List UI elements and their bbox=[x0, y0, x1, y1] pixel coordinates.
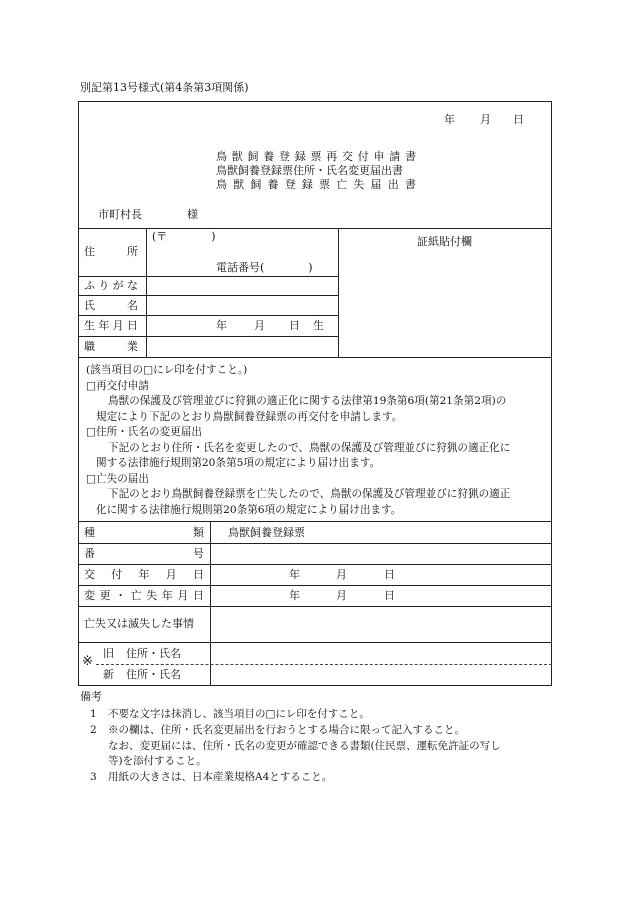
divider bbox=[78, 357, 552, 358]
number-label bbox=[84, 547, 204, 561]
divider bbox=[78, 228, 552, 229]
occupation-label bbox=[84, 340, 138, 354]
furigana-label-text: り bbox=[98, 279, 110, 292]
old-address-name-field[interactable] bbox=[211, 643, 551, 663]
address-label bbox=[84, 245, 138, 259]
type-label bbox=[84, 526, 204, 540]
date-year: 年 bbox=[444, 113, 455, 126]
title-reissue-text: 登 bbox=[279, 150, 290, 163]
reissue-text: 鳥獣の保護及び管理並びに狩猟の適正化に関する法律第19条第6項(第21条第2項)の bbox=[108, 395, 507, 407]
loss-circumstance-field[interactable] bbox=[211, 607, 551, 641]
title-loss-text: 養 bbox=[267, 178, 279, 191]
number-label-text: 号 bbox=[193, 547, 204, 560]
title-reissue-text: 付 bbox=[357, 150, 369, 163]
address-label-text: 所 bbox=[127, 245, 138, 258]
remark-text: 等)を添付すること。 bbox=[108, 755, 207, 767]
remark-num: 3 bbox=[90, 771, 97, 783]
new-label: 新 bbox=[103, 668, 114, 681]
issue-date-label bbox=[84, 568, 204, 582]
loss-text: 化に関する法律施行規則第20条第6項の規定により届け出ます。 bbox=[96, 503, 402, 516]
name-label bbox=[84, 299, 138, 313]
postal-code-field[interactable]: (〒 ) bbox=[152, 230, 216, 243]
number-label-text: 番 bbox=[84, 547, 95, 560]
title-loss-text: 届 bbox=[370, 178, 382, 191]
type-label-text: 類 bbox=[193, 526, 204, 539]
change-day: 日 bbox=[384, 589, 395, 602]
instructions bbox=[86, 363, 550, 518]
title-loss-text: 票 bbox=[319, 178, 331, 191]
change-date-label-text: 月 bbox=[177, 589, 189, 602]
title-loss-text: 失 bbox=[353, 178, 365, 191]
reissue-checkbox[interactable]: □再交付申請 bbox=[86, 379, 149, 392]
divider bbox=[78, 585, 552, 586]
title-loss-text: 登 bbox=[284, 178, 296, 191]
old-address-name-label: 住所・氏名 bbox=[126, 647, 181, 660]
title-reissue-text: 再 bbox=[326, 150, 338, 163]
birthdate-label-text: 月 bbox=[112, 319, 124, 332]
reissue-text: 規定により下記のとおり鳥獣飼養登録票の再交付を申請します。 bbox=[96, 410, 403, 423]
change-date-label bbox=[84, 589, 204, 603]
change-date-label-text: 亡 bbox=[130, 589, 142, 602]
issue-date-label-text: 年 bbox=[138, 568, 150, 581]
phone-field[interactable]: 電話番号( ) bbox=[216, 261, 313, 274]
divider bbox=[338, 228, 339, 357]
new-address-name-field[interactable] bbox=[211, 665, 551, 685]
birth-day: 日 bbox=[289, 319, 300, 332]
name-label-text: 氏 bbox=[84, 299, 95, 312]
issue-date-label-text: 日 bbox=[193, 568, 204, 581]
divider bbox=[78, 564, 552, 565]
date-month: 月 bbox=[480, 113, 491, 126]
issue-date-label-text: 月 bbox=[165, 568, 177, 581]
form-header: 別記第13号様式(第4条第3項関係) bbox=[80, 81, 249, 94]
birthdate-label-text: 生 bbox=[84, 319, 95, 332]
title-loss-text: 飼 bbox=[250, 178, 262, 191]
issue-month: 月 bbox=[336, 568, 347, 581]
asterisk-mark: ※ bbox=[82, 654, 93, 669]
addressee-label: 市町村長 bbox=[98, 208, 142, 221]
remarks-title: 備考 bbox=[80, 690, 102, 703]
title-loss-text: 書 bbox=[404, 178, 416, 191]
issue-date-label-text: 交 bbox=[84, 568, 95, 581]
birthdate-label-text: 年 bbox=[98, 319, 110, 332]
title-loss-text: 出 bbox=[387, 178, 399, 191]
change-date-label-text: 年 bbox=[161, 589, 173, 602]
occupation-label-text: 業 bbox=[127, 340, 138, 353]
title-reissue-text: 鳥 bbox=[216, 150, 227, 163]
furigana-label-text: な bbox=[126, 279, 138, 292]
type-label-text: 種 bbox=[84, 526, 95, 539]
title-reissue-text: 飼 bbox=[247, 150, 259, 163]
title-reissue-text: 票 bbox=[310, 150, 322, 163]
remark-text: なお、変更届には、住所・氏名の変更が確認できる書類(住民票、運転免許証の写し bbox=[108, 740, 501, 752]
title-loss-text: 録 bbox=[301, 178, 313, 191]
type-value: 鳥獣飼養登録票 bbox=[228, 526, 305, 539]
addressee-honorific: 様 bbox=[187, 208, 198, 221]
remark-text: 不要な文字は抹消し、該当項目の□にレ印を付すこと。 bbox=[108, 708, 370, 720]
title-reissue-text: 養 bbox=[263, 150, 275, 163]
occupation-label-text: 職 bbox=[84, 340, 95, 353]
divider bbox=[78, 315, 338, 316]
title-loss-text: 獣 bbox=[233, 178, 245, 191]
name-field[interactable] bbox=[147, 296, 337, 314]
issue-year: 年 bbox=[289, 568, 300, 581]
title-reissue-text: 交 bbox=[342, 150, 353, 163]
name-label-text: 名 bbox=[127, 299, 138, 312]
number-field[interactable] bbox=[211, 544, 551, 563]
issue-day: 日 bbox=[384, 568, 395, 581]
address-label-text: 住 bbox=[84, 245, 95, 258]
loss-checkbox[interactable]: □亡失の届出 bbox=[86, 472, 149, 485]
birth-suffix: 生 bbox=[313, 319, 324, 332]
furigana-label bbox=[84, 279, 138, 293]
date-day: 日 bbox=[513, 113, 524, 126]
title-loss-text: 鳥 bbox=[216, 178, 227, 191]
instruction-note: (該当項目の□にレ印を付すこと。) bbox=[86, 364, 248, 376]
remark-text: ※の欄は、住所・氏名変更届出を行おうとする場合に限って記入すること。 bbox=[108, 724, 465, 736]
change-date-label-text: ・ bbox=[115, 589, 127, 602]
furigana-label-text: ふ bbox=[84, 279, 95, 292]
title-reissue-text: 書 bbox=[405, 150, 416, 163]
title-reissue bbox=[216, 150, 416, 164]
title-reissue-text: 請 bbox=[389, 150, 401, 163]
remark-text: 用紙の大きさは、日本産業規格A4とすること。 bbox=[108, 771, 333, 783]
occupation-field[interactable] bbox=[147, 337, 337, 356]
issue-date-label-text: 付 bbox=[111, 568, 123, 581]
birthdate-label bbox=[84, 319, 138, 333]
title-loss-text: 亡 bbox=[336, 178, 348, 191]
remark-num: 2 bbox=[90, 724, 97, 736]
birth-year: 年 bbox=[216, 319, 227, 332]
change-checkbox[interactable]: □住所・氏名の変更届出 bbox=[86, 426, 202, 438]
title-change bbox=[216, 164, 416, 178]
title-change-text: 鳥獣飼養登録票住所・氏名変更届出書 bbox=[216, 164, 403, 177]
birth-month: 月 bbox=[254, 319, 265, 332]
change-date-label-text: 失 bbox=[146, 589, 158, 602]
title-reissue-text: 録 bbox=[294, 150, 306, 163]
loss-circumstance-label: 亡失又は滅失した事情 bbox=[84, 617, 194, 630]
furigana-field[interactable] bbox=[147, 277, 337, 294]
title-reissue-text: 申 bbox=[373, 150, 385, 163]
divider bbox=[78, 521, 552, 522]
change-text: 下記のとおり住所・氏名を変更したので、鳥獣の保護及び管理並びに狩猟の適正化に bbox=[108, 441, 511, 454]
change-year: 年 bbox=[289, 589, 300, 602]
change-date-label-text: 更 bbox=[99, 589, 111, 602]
remark-num: 1 bbox=[90, 708, 97, 720]
title-reissue-text: 獣 bbox=[231, 150, 243, 163]
change-text: 関する法律施行規則第20条第5項の規定により届け出ます。 bbox=[96, 457, 381, 469]
title-loss bbox=[216, 178, 416, 192]
change-date-label-text: 変 bbox=[84, 589, 95, 602]
birthdate-label-text: 日 bbox=[126, 319, 138, 332]
change-month: 月 bbox=[336, 589, 347, 602]
stamp-area-label: 証紙貼付欄 bbox=[417, 235, 472, 248]
loss-text: 下記のとおり鳥獣飼養登録票を亡失したので、鳥獣の保護及び管理並びに狩猟の適正 bbox=[108, 488, 511, 500]
old-label: 旧 bbox=[103, 647, 114, 660]
new-address-name-label: 住所・氏名 bbox=[126, 668, 181, 681]
furigana-label-text: が bbox=[112, 279, 124, 292]
change-date-label-text: 日 bbox=[192, 589, 204, 602]
